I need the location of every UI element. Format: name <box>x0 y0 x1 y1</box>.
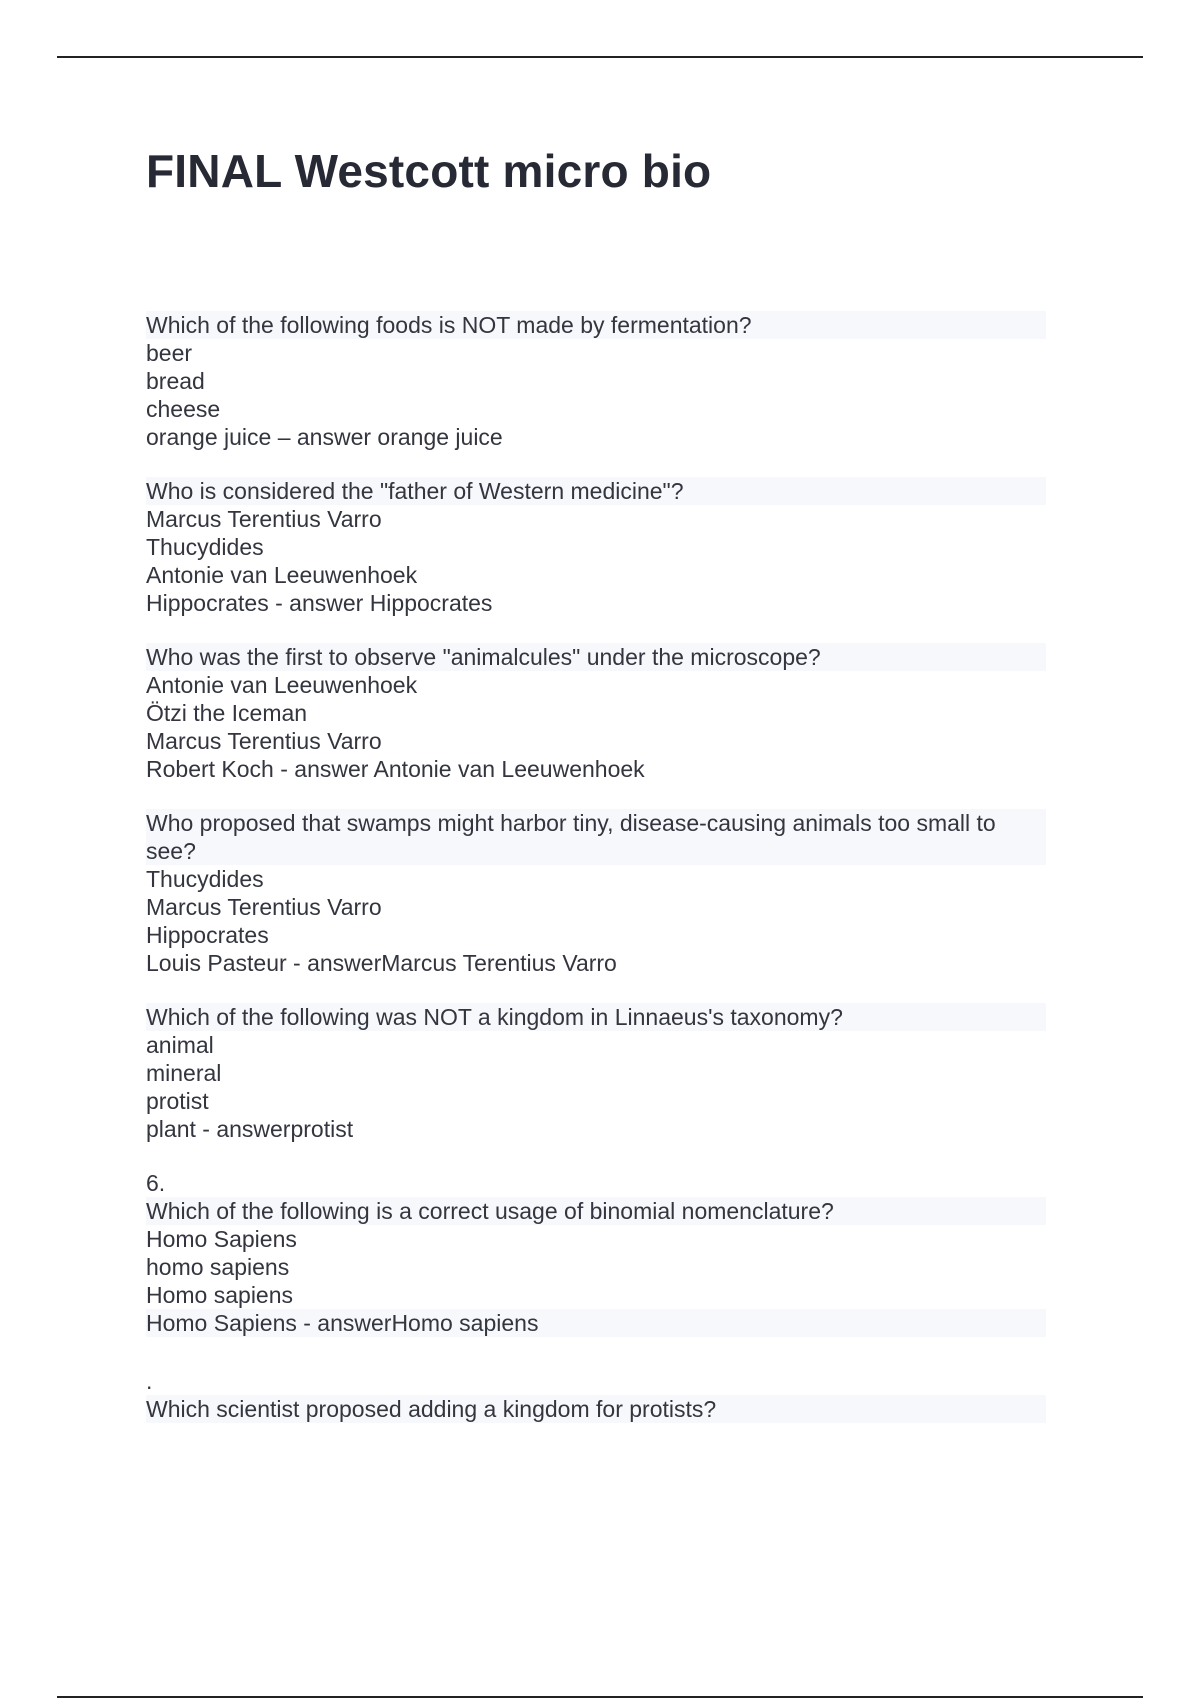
document-title: FINAL Westcott micro bio <box>146 145 712 197</box>
question-list <box>146 311 1046 1449</box>
answer-option: Marcus Terentius Varro <box>146 728 382 754</box>
question-text: Which of the following is a correct usage of binomial nomenclature? <box>146 1197 1046 1225</box>
question-block-4 <box>146 809 1046 977</box>
question-text: Which scientist proposed adding a kingdom for protists? <box>146 1395 1046 1423</box>
question-number: . <box>146 1368 153 1394</box>
question-block-1 <box>146 311 1046 451</box>
answer-option: protist <box>146 1088 209 1114</box>
footer-rule <box>57 1696 1143 1698</box>
answer-option-with-key: Hippocrates - answer Hippocrates <box>146 590 493 616</box>
answer-option-with-key: Homo Sapiens - answerHomo sapiens <box>146 1309 1046 1337</box>
answer-option: beer <box>146 340 193 366</box>
answer-option: Antonie van Leeuwenhoek <box>146 672 418 698</box>
question-text: Which of the following was NOT a kingdom in Linnaeus's taxonomy? <box>146 1003 1046 1031</box>
answer-option: Ötzi the Iceman <box>146 700 308 726</box>
answer-option: mineral <box>146 1060 222 1086</box>
question-text: Who was the first to observe "animalcules" under the microscope? <box>146 643 1046 671</box>
question-text: Which of the following foods is NOT made by fermentation? <box>146 311 1046 339</box>
answer-option: homo sapiens <box>146 1254 290 1280</box>
question-text: Who proposed that swamps might harbor tiny, disease-causing animals too small to see? <box>146 809 1046 865</box>
answer-option-with-key: Robert Koch - answer Antonie van Leeuwenhoek <box>146 756 645 782</box>
answer-option: Marcus Terentius Varro <box>146 894 382 920</box>
answer-option: Thucydides <box>146 866 264 892</box>
question-block-3 <box>146 643 1046 783</box>
answer-option: cheese <box>146 396 221 422</box>
answer-option: Thucydides <box>146 534 264 560</box>
question-block-7 <box>146 1367 1046 1423</box>
answer-option: Marcus Terentius Varro <box>146 506 382 532</box>
answer-option: bread <box>146 368 205 394</box>
answer-option-with-key: Louis Pasteur - answerMarcus Terentius Varro <box>146 950 617 976</box>
answer-option: animal <box>146 1032 214 1058</box>
answer-option: Homo sapiens <box>146 1282 294 1308</box>
question-number: 6. <box>146 1170 166 1196</box>
header-rule <box>57 56 1143 58</box>
question-text: Who is considered the "father of Western medicine"? <box>146 477 1046 505</box>
answer-option-with-key: orange juice – answer orange juice <box>146 424 503 450</box>
question-block-5 <box>146 1003 1046 1143</box>
answer-option-with-key: plant - answerprotist <box>146 1116 354 1142</box>
answer-option: Homo Sapiens <box>146 1226 297 1252</box>
answer-option: Hippocrates <box>146 922 269 948</box>
question-block-6 <box>146 1169 1046 1337</box>
answer-option: Antonie van Leeuwenhoek <box>146 562 418 588</box>
question-block-2 <box>146 477 1046 617</box>
